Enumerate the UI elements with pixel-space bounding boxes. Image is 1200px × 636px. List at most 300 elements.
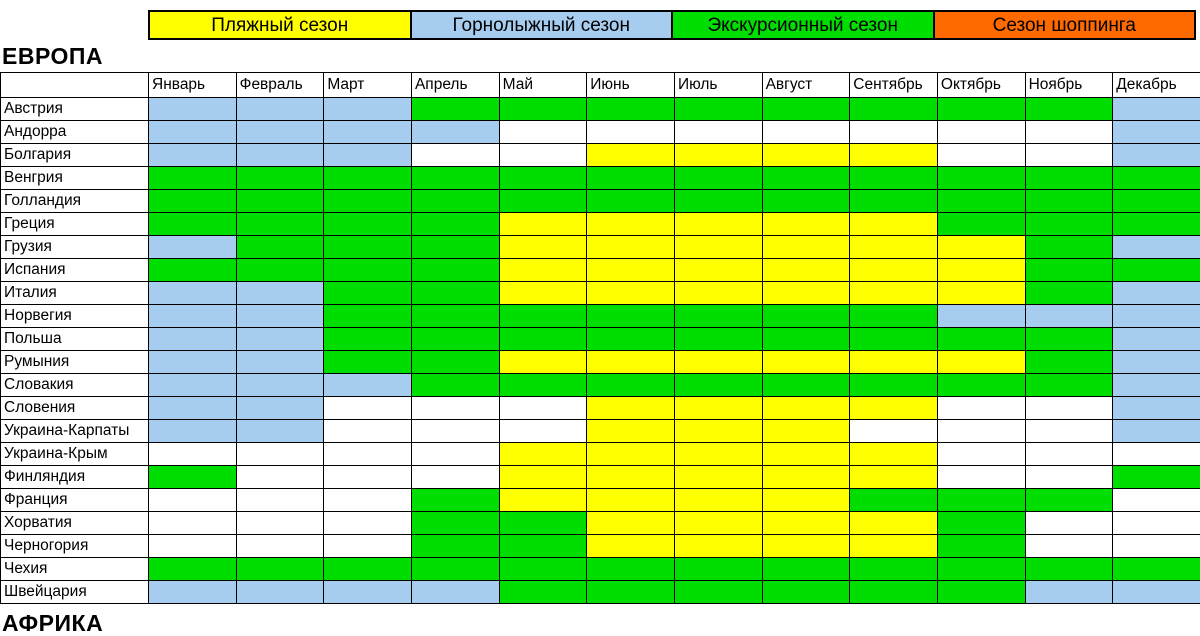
table-row [1,466,1200,489]
season-cell [411,535,499,558]
season-cell [499,282,587,305]
season-cell [937,512,1025,535]
season-cell [587,213,675,236]
season-cell [587,397,675,420]
season-cell [1113,466,1200,489]
season-cell [1025,121,1113,144]
season-cell [937,259,1025,282]
season-cell [149,282,237,305]
season-cell [149,581,237,604]
season-cell [149,213,237,236]
table-row [1,259,1200,282]
season-cell [499,374,587,397]
season-cell [587,282,675,305]
season-cell [1025,443,1113,466]
legend-item-3: Экскурсионный сезон [671,10,935,40]
season-cell [324,374,412,397]
season-cell [674,98,762,121]
season-cell [587,535,675,558]
table-row [1,374,1200,397]
country-label: Болгария [1,144,149,167]
season-cell [1113,489,1200,512]
region-title-africa: АФРИКА [2,612,103,635]
table-row [1,213,1200,236]
season-cell [236,535,324,558]
season-cell [937,213,1025,236]
season-cell [937,167,1025,190]
season-cell [499,581,587,604]
season-cell [937,443,1025,466]
season-cell [236,121,324,144]
country-label: Швейцария [1,581,149,604]
legend-item-1: Пляжный сезон [148,10,412,40]
table-row [1,121,1200,144]
season-cell [149,121,237,144]
season-cell [411,259,499,282]
season-cell [499,558,587,581]
season-cell [324,581,412,604]
season-cell [850,167,938,190]
season-cell [236,558,324,581]
country-label: Норвегия [1,305,149,328]
season-cell [937,581,1025,604]
season-cell [762,305,850,328]
season-cell [236,581,324,604]
season-cell [850,259,938,282]
season-cell [499,144,587,167]
season-cell [674,489,762,512]
season-cell [850,351,938,374]
season-cell [411,489,499,512]
season-cell [1113,558,1200,581]
country-label: Словения [1,397,149,420]
season-cell [587,466,675,489]
season-cell [1025,512,1113,535]
season-cell [850,121,938,144]
season-cell [1025,489,1113,512]
season-cell [587,167,675,190]
season-cell [411,167,499,190]
season-cell [937,351,1025,374]
season-cell [1113,535,1200,558]
country-label: Венгрия [1,167,149,190]
season-cell [324,328,412,351]
season-cell [499,259,587,282]
season-cell [762,397,850,420]
month-header: Ноябрь [1025,73,1113,98]
season-cell [674,190,762,213]
season-cell [149,259,237,282]
season-cell [1113,512,1200,535]
table-row [1,535,1200,558]
season-cell [411,351,499,374]
season-cell [324,466,412,489]
season-cell [236,259,324,282]
table-row [1,167,1200,190]
table-row [1,98,1200,121]
season-cell [850,397,938,420]
season-cell [411,443,499,466]
season-cell [324,397,412,420]
season-cell [324,305,412,328]
season-cell [1113,328,1200,351]
month-header-row [1,73,1200,98]
country-label: Черногория [1,535,149,558]
season-cell [324,121,412,144]
season-cell [1025,581,1113,604]
season-cell [324,489,412,512]
season-cell [850,512,938,535]
season-cell [411,305,499,328]
season-cell [1025,190,1113,213]
season-cell [587,305,675,328]
season-cell [1025,351,1113,374]
season-cell [937,328,1025,351]
season-cell [411,144,499,167]
season-cell [762,443,850,466]
country-label: Украина-Карпаты [1,420,149,443]
season-cell [850,236,938,259]
season-cell [850,328,938,351]
season-cell [674,236,762,259]
season-cell [1113,236,1200,259]
season-cell [587,190,675,213]
season-cell [236,374,324,397]
season-cell [411,213,499,236]
season-cell [236,144,324,167]
season-cell [674,305,762,328]
season-cell [1113,190,1200,213]
season-cell [937,144,1025,167]
season-cell [411,98,499,121]
season-cell [1025,98,1113,121]
season-cell [587,420,675,443]
table-row [1,558,1200,581]
season-cell [324,259,412,282]
season-cell [1025,558,1113,581]
season-cell [762,581,850,604]
season-cell [587,581,675,604]
season-cell [236,420,324,443]
season-cell [1113,581,1200,604]
season-cell [236,167,324,190]
table-row [1,397,1200,420]
season-cell [236,213,324,236]
season-cell [1113,305,1200,328]
season-cell [499,328,587,351]
season-cell [499,305,587,328]
season-cell [674,420,762,443]
table-row [1,305,1200,328]
season-cell [499,443,587,466]
season-cell [674,213,762,236]
season-cell [1025,535,1113,558]
season-cell [937,558,1025,581]
country-label: Украина-Крым [1,443,149,466]
season-cell [324,512,412,535]
season-cell [762,420,850,443]
season-cell [850,581,938,604]
season-cell [149,328,237,351]
season-cell [1025,144,1113,167]
country-label: Испания [1,259,149,282]
season-cell [499,98,587,121]
season-cell [850,282,938,305]
season-cell [1113,351,1200,374]
season-cell [674,466,762,489]
region-title-europe: ЕВРОПА [2,45,103,68]
season-cell [674,374,762,397]
season-cell [149,305,237,328]
header-corner [1,73,149,98]
season-cell [1113,167,1200,190]
season-cell [937,98,1025,121]
season-cell [587,121,675,144]
season-cell [674,259,762,282]
season-cell [411,512,499,535]
season-cell [411,420,499,443]
season-cell [499,397,587,420]
season-cell [324,213,412,236]
season-cell [1113,374,1200,397]
month-header: Апрель [411,73,499,98]
season-cell [762,190,850,213]
season-cell [1113,121,1200,144]
month-header: Сентябрь [850,73,938,98]
month-header: Январь [149,73,237,98]
season-cell [762,98,850,121]
table-row [1,144,1200,167]
season-cell [236,489,324,512]
country-label: Италия [1,282,149,305]
season-cell [674,512,762,535]
season-cell [324,282,412,305]
season-cell [411,190,499,213]
season-cell [149,489,237,512]
season-cell [236,236,324,259]
season-cell [850,420,938,443]
country-label: Австрия [1,98,149,121]
season-cell [762,466,850,489]
legend-item-4: Сезон шоппинга [933,10,1197,40]
season-cell [762,558,850,581]
season-cell [149,351,237,374]
season-cell [1025,466,1113,489]
season-cell [324,558,412,581]
country-label: Чехия [1,558,149,581]
season-cell [411,282,499,305]
season-cell [499,489,587,512]
season-cell [850,489,938,512]
season-cell [674,443,762,466]
season-cell [587,512,675,535]
season-cell [499,512,587,535]
season-cell [587,236,675,259]
season-cell [149,190,237,213]
season-cell [850,558,938,581]
season-cell [149,443,237,466]
season-cell [937,374,1025,397]
season-cell [499,213,587,236]
table-row [1,512,1200,535]
season-cell [149,420,237,443]
table-row [1,328,1200,351]
season-cell [1113,144,1200,167]
season-cell [850,305,938,328]
season-cell [411,236,499,259]
table-row [1,236,1200,259]
season-cell [1025,305,1113,328]
season-cell [236,351,324,374]
season-cell [587,351,675,374]
season-cell [499,236,587,259]
season-cell [762,213,850,236]
season-cell [149,374,237,397]
country-label: Андорра [1,121,149,144]
season-cell [850,466,938,489]
season-cell [499,190,587,213]
season-cell [499,121,587,144]
season-cell [149,466,237,489]
season-cell [850,144,938,167]
season-cell [1025,397,1113,420]
country-label: Румыния [1,351,149,374]
season-cell [236,397,324,420]
season-cell [411,121,499,144]
season-cell [937,305,1025,328]
country-label: Франция [1,489,149,512]
season-cell [411,581,499,604]
season-cell [499,535,587,558]
season-cell [674,581,762,604]
season-cell [587,558,675,581]
season-cell [850,213,938,236]
season-table [0,72,1200,604]
table-row [1,443,1200,466]
season-cell [324,535,412,558]
season-cell [1025,167,1113,190]
table-row [1,351,1200,374]
season-cell [850,374,938,397]
season-cell [324,98,412,121]
season-cell [236,328,324,351]
season-cell [587,144,675,167]
season-cell [674,121,762,144]
table-row [1,420,1200,443]
season-cell [236,282,324,305]
season-cell [411,328,499,351]
season-cell [411,466,499,489]
table-row [1,489,1200,512]
season-cell [762,167,850,190]
season-cell [850,443,938,466]
season-cell [499,466,587,489]
season-cell [324,443,412,466]
season-cell [324,420,412,443]
season-cell [762,374,850,397]
table-row [1,581,1200,604]
season-cell [762,236,850,259]
season-cell [149,236,237,259]
season-cell [499,351,587,374]
season-cell [149,535,237,558]
season-cell [1113,420,1200,443]
season-cell [236,98,324,121]
season-cell [1113,282,1200,305]
season-cell [1025,374,1113,397]
season-cell [499,167,587,190]
season-cell [587,374,675,397]
season-cell [674,144,762,167]
table-row [1,190,1200,213]
season-cell [1113,213,1200,236]
season-cell [1113,443,1200,466]
season-cell [762,328,850,351]
season-cell [236,190,324,213]
season-cell [1025,213,1113,236]
season-cell [1113,259,1200,282]
season-cell [324,144,412,167]
season-cell [674,282,762,305]
season-cell [762,512,850,535]
season-cell [1025,259,1113,282]
season-cell [411,558,499,581]
season-cell [937,190,1025,213]
season-cell [1113,98,1200,121]
country-label: Греция [1,213,149,236]
country-label: Словакия [1,374,149,397]
season-cell [674,328,762,351]
country-label: Грузия [1,236,149,259]
month-header: Июнь [587,73,675,98]
season-cell [1025,236,1113,259]
country-label: Финляндия [1,466,149,489]
season-cell [937,236,1025,259]
season-cell [587,328,675,351]
season-cell [1113,397,1200,420]
month-header: Август [762,73,850,98]
season-cell [674,397,762,420]
month-header: Октябрь [937,73,1025,98]
country-label: Польша [1,328,149,351]
season-cell [762,535,850,558]
season-legend [148,10,1196,40]
season-cell [236,305,324,328]
season-cell [674,535,762,558]
season-cell [149,167,237,190]
month-header: Май [499,73,587,98]
season-cell [762,489,850,512]
season-cell [850,190,938,213]
season-cell [587,443,675,466]
season-cell [499,420,587,443]
season-cell [324,236,412,259]
season-cell [674,351,762,374]
country-label: Голландия [1,190,149,213]
season-cell [937,397,1025,420]
season-cell [587,259,675,282]
season-cell [324,351,412,374]
month-header: Февраль [236,73,324,98]
season-cell [674,167,762,190]
season-cell [762,259,850,282]
season-cell [937,466,1025,489]
season-cell [587,98,675,121]
season-cell [236,466,324,489]
season-cell [236,443,324,466]
season-cell [762,121,850,144]
season-cell [324,190,412,213]
